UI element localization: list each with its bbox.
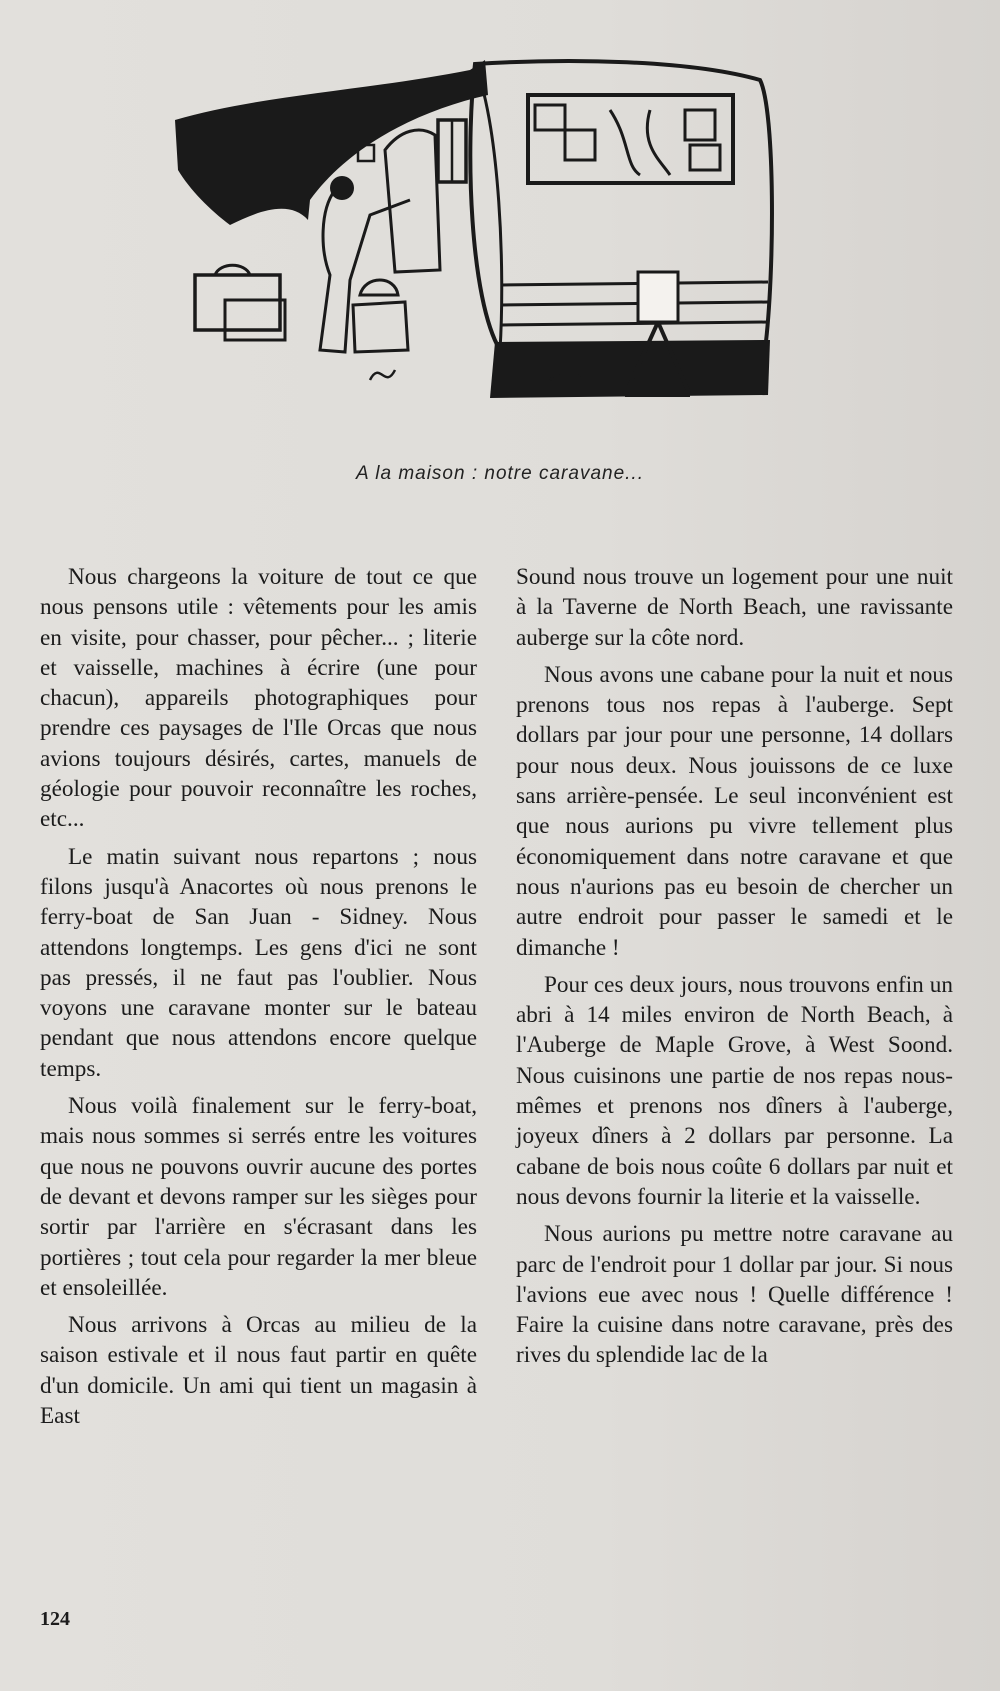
paragraph: Nous avons une cabane pour la nuit et nous prenons tous nos repas à l'auberge. Sept dollars par jour pour une personne, 14 dollars pour nous deux. Nous jouissons de ce luxe sans arrière-pensée. Le seul inconvénient est que nous aurions pu vivre tellement plus économiquement dans notre caravane et que nous n'aurions pas eu besoin de chercher un autre endroit pour passer le samedi et le dimanche ! (516, 661, 953, 961)
caravan-illustration (170, 50, 835, 450)
paragraph: Nous chargeons la voiture de tout ce que nous pensons utile : vêtements pour les amis en visite, pour chasser, pour pêcher... ; literie et vaisselle, machines à écrire (une pour chacun), appareils photographiques pour prendre ces paysages de l'Ile Orcas que nous avions toujours désirés, cartes, manuels de géologie pour pouvoir reconnaître les roches, etc... (40, 564, 477, 833)
paragraph: Nous voilà finalement sur le ferry-boat, mais nous sommes si serrés entre les voitures que nous ne pouvons ouvrir aucune des portes de devant et devons ramper sur les sièges pour sortir par l'arrière en s'écrasant dans les portières ; tout cela pour regarder la mer bleue et ensoleillée. (40, 1093, 477, 1301)
paragraph-continued: Sound nous trouve un logement pour une nuit à la Taverne de North Beach, une ravissante auberge sur la côte nord. (516, 564, 953, 651)
paragraph: Pour ces deux jours, nous trouvons enfin un abri à 14 miles environ de North Beach, à l'Auberge de Maple Grove, à West Soond. Nous cuisinons une partie de nos repas nous-mêmes et prenons nos dîners à l'auberge, joyeux dîners à 2 dollars par personne. La cabane de bois nous coûte 6 dollars par nuit et nous devons fournir la literie et la vaisselle. (516, 971, 953, 1210)
paragraph: Nous aurions pu mettre notre caravane au parc de l'endroit pour 1 dollar par jour. Si nous l'avions eue avec nous ! Quelle différence ! Faire la cuisine dans notre caravane, près des rives du splendide lac de la (516, 1221, 953, 1369)
paragraph: Nous arrivons à Orcas au milieu de la saison estivale et il nous faut partir en quête d'un domicile. Un ami qui tient un magasin à East (40, 1312, 477, 1430)
paragraph: Le matin suivant nous repartons ; nous filons jusqu'à Anacortes où nous prenons le ferry-boat de San Juan - Sidney. Nous attendons longtemps. Les gens d'ici ne sont pas pressés, il ne faut pas l'oublier. Nous voyons une caravane monter sur le bateau pendant que nous attendons encore quelque temps. (40, 843, 477, 1082)
left-column (40, 562, 477, 1438)
page-number: 124 (40, 1608, 70, 1630)
figure-caption: A la maison : notre caravane... (356, 463, 644, 484)
right-column (516, 562, 953, 1378)
